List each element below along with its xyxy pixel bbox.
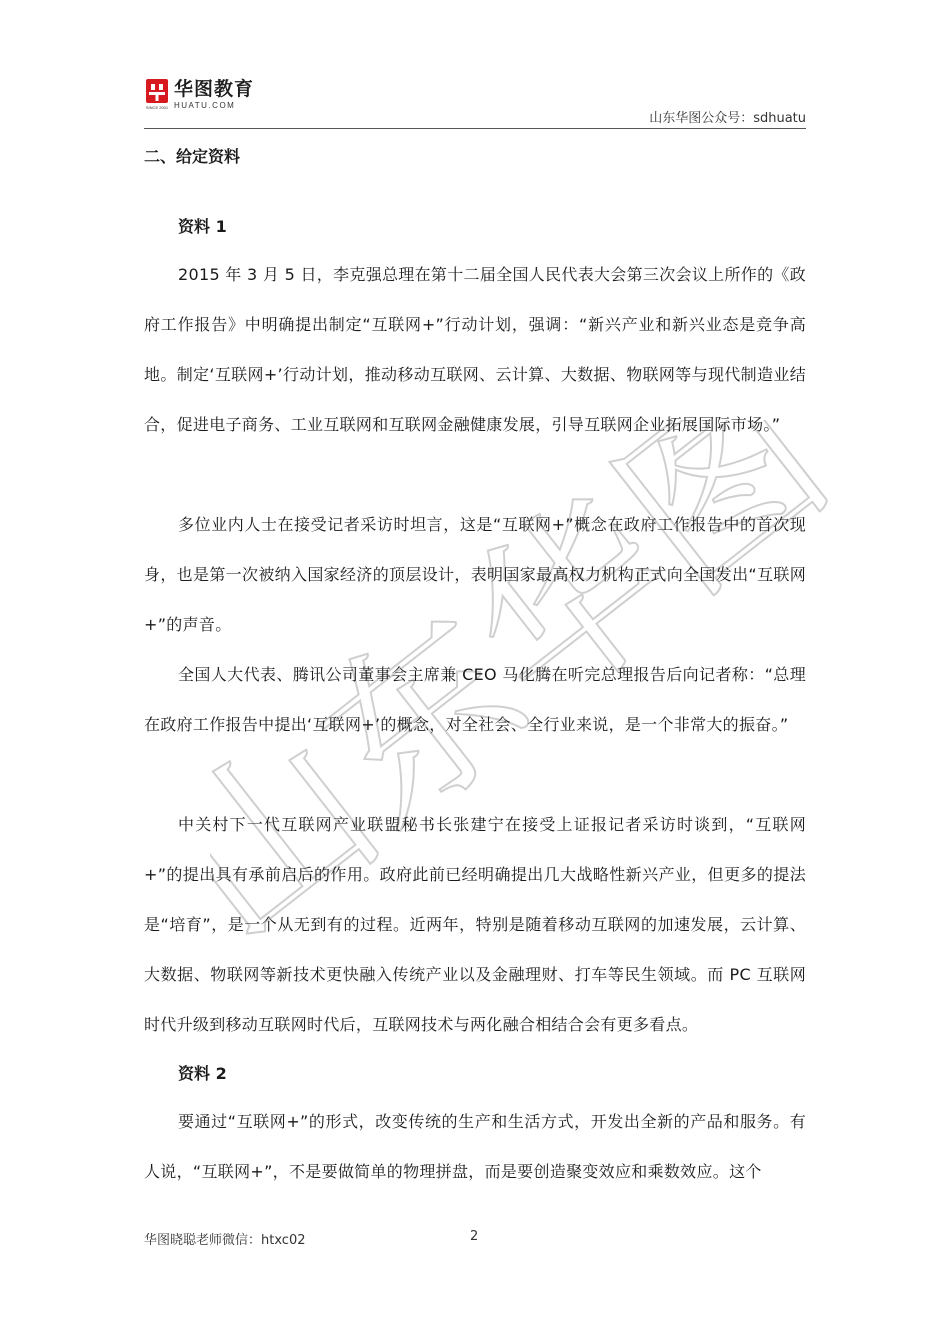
watermark-text: 山东华图 (210, 420, 830, 960)
material-2-heading: 资料 2 (178, 1064, 227, 1083)
header-divider (144, 128, 806, 129)
logo-chinese-name: 华图教育 (174, 78, 255, 100)
material-1-paragraph-4: 中关村下一代互联网产业联盟秘书长张建宁在接受上证报记者采访时谈到，“互联网+”的提出具有承前启后的作用。政府此前已经明确提出几大战略性新兴产业，但更多的提法是“培育”，是一个从无到有的过程。近两年，特别是随着移动互联网的加速发展，云计算、大数据、物联网等新技术更快融入传统产业以及金融理财、打车等民生领域。而 PC 互联网时代升级到移动互联网时代后，互联网技术与两化融合相结合会有更多看点。 (144, 815, 806, 1034)
material-1-paragraph-1: 2015 年 3 月 5 日，李克强总理在第十二届全国人民代表大会第三次会议上所作的《政府工作报告》中明确提出制定“互联网+”行动计划，强调：“新兴产业和新兴业态是竞争高地。制定‘互联网+’行动计划，推动移动互联网、云计算、大数据、物联网等与现代制造业结合，促进电子商务、工业互联网和互联网金融健康发展，引导互联网企业拓展国际市场。” (144, 265, 806, 434)
logo-english-name: HUATU.COM (174, 101, 236, 110)
page-number: 2 (470, 1229, 479, 1244)
footer-teacher-wechat: 华图晓聪老师微信：htxc02 (144, 1233, 306, 1248)
huatu-logo (146, 78, 254, 112)
material-1-heading: 资料 1 (178, 217, 227, 236)
header-wechat-account: 山东华图公众号：sdhuatu (649, 111, 806, 126)
material-1-paragraph-3: 全国人大代表、腾讯公司董事会主席兼 CEO 马化腾在听完总理报告后向记者称：“总理在政府工作报告中提出‘互联网+’的概念，对全社会、全行业来说，是一个非常大的振奋。” (144, 665, 806, 734)
material-1-paragraph-2: 多位业内人士在接受记者采访时坦言，这是“互联网+”概念在政府工作报告中的首次现身，也是第一次被纳入国家经济的顶层设计，表明国家最高权力机构正式向全国发出“互联网+”的声音。 (144, 515, 806, 634)
huatu-logo-icon (146, 79, 168, 111)
section-title: 二、给定资料 (144, 147, 241, 166)
logo-since-text: SINCE 2001 (146, 105, 168, 110)
material-2-paragraph-1: 要通过“互联网+”的形式，改变传统的生产和生活方式，开发出全新的产品和服务。有人说，“互联网+”，不是要做简单的物理拼盘，而是要创造聚变效应和乘数效应。这个 (144, 1112, 806, 1181)
